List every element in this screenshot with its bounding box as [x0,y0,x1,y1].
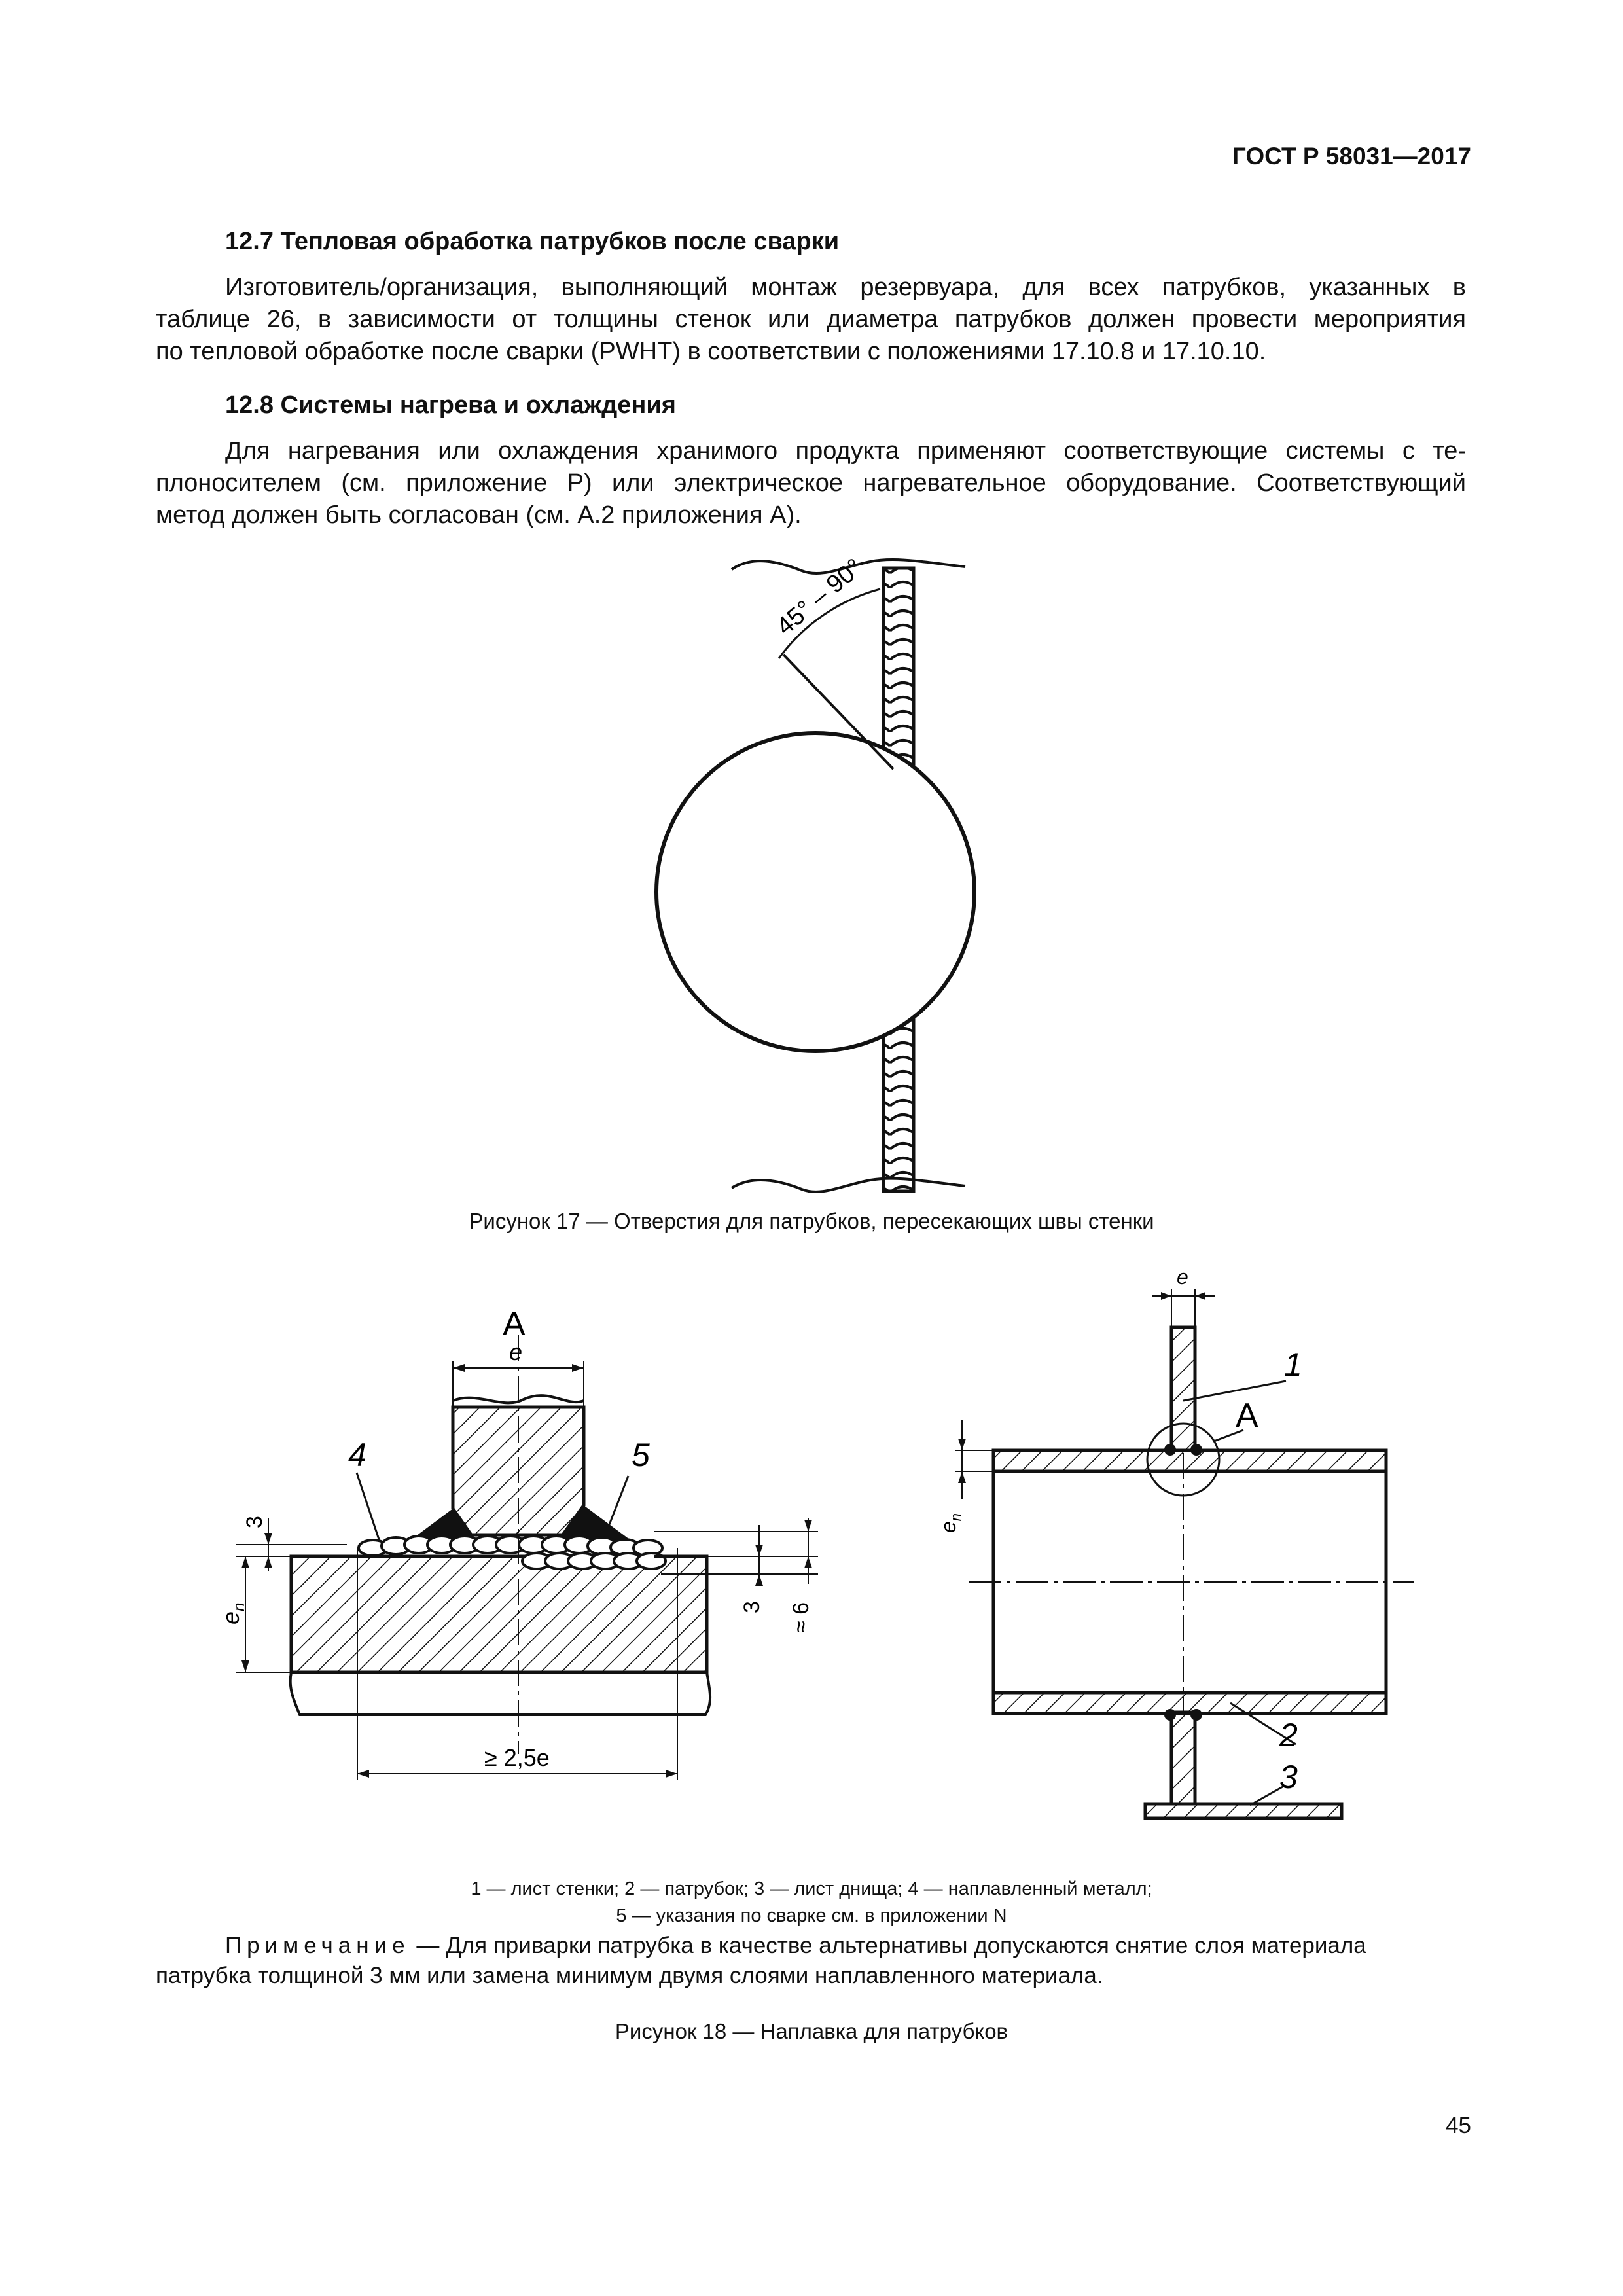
note-text-1: — Для приварки патрубка в качестве альтернативы допускаются снятие слоя материала [410,1933,1366,1958]
break-line-bottom [732,1179,965,1192]
note-label: Примечание [225,1933,410,1958]
dim-e-label: е [509,1338,523,1365]
paragraph-line: плоносителем (см. приложение Р) или электрическое нагревательное оборудование. Соответствующий [156,469,1466,497]
figure-17-caption: Рисунок 17 — Отверстия для патрубков, пересекающих швы стенки [469,1209,1154,1233]
shell-plate-lower [1171,1712,1195,1804]
dim-3-left: 3 [242,1516,267,1528]
legend-line-2: 5 — указания по сварке см. в приложении N [616,1905,1007,1926]
page-number: 45 [1446,2113,1471,2138]
paragraph-line: метод должен быть согласован (см. А.2 приложения А). [156,501,802,529]
dim-approx6: ≈ 6 [789,1602,813,1633]
legend-line-1: 1 — лист стенки; 2 — патрубок; 3 — лист днища; 4 — наплавленный металл; [471,1878,1152,1899]
callout-1: 1 [1284,1346,1302,1383]
dim-length-label: ≥ 2,5е [484,1744,550,1771]
detail-a-label: А [503,1305,526,1343]
plate-bottom-break [291,1672,710,1715]
weld-seam-upper [883,568,914,778]
figure-18-caption: Рисунок 18 — Наплавка для патрубков [615,2019,1008,2043]
nozzle-wall-bottom [993,1693,1386,1713]
detail-a-marker: А [1236,1397,1258,1435]
note-text-2: патрубка толщиной 3 мм или замена минимум двумя слоями наплавленного материала. [156,1963,1103,1988]
callout-3: 3 [1279,1759,1298,1795]
nozzle-wall-top [993,1450,1386,1471]
paragraph-line: таблице 26, в зависимости от толщины стенок или диаметра патрубков должен провести мероприятия [156,306,1466,333]
figure-18-legend [0,1876,1623,1929]
standard-designation: ГОСТ Р 58031—2017 [1232,143,1471,170]
callout-4: 4 [348,1437,366,1473]
dim-3-right: 3 [740,1601,764,1613]
nozzle-plate-section [291,1556,707,1672]
bottom-plate [1145,1804,1342,1818]
callout-5-leader [609,1476,628,1526]
paragraph-line: Изготовитель/организация, выполняющий монтаж резервуара, для всех патрубков, указанных в [225,274,1466,301]
shell-plate-upper [1171,1327,1195,1450]
paragraph-line: по тепловой обработке после сварки (PWHT) в соответствии с положениями 17.10.8 и 17.10.10. [156,338,1266,365]
nozzle-opening-circle [656,733,974,1051]
figure-18-nozzle-section [903,1263,1427,1865]
callout-1-leader [1183,1381,1286,1401]
paragraph-line: Для нагревания или охлаждения хранимого продукта применяют соответствующие системы с те- [225,437,1466,465]
dim-e-top-label: е [1177,1265,1188,1289]
callout-2: 2 [1279,1717,1298,1753]
dim-en-right-label: $е_n$ [936,1513,964,1533]
angle-label: 45° – 90° [771,553,868,641]
figure-18-note [156,1931,1466,1991]
figure-18-detail-a [196,1283,851,1780]
callout-5: 5 [632,1437,650,1473]
section-12-8-heading: 12.8 Системы нагрева и охлаждения [225,391,676,419]
section-12-7-heading: 12.7 Тепловая обработка патрубков после сварки [225,228,840,255]
dim-en-label: $е_n$ [217,1602,248,1624]
callout-4-leader [357,1473,380,1541]
